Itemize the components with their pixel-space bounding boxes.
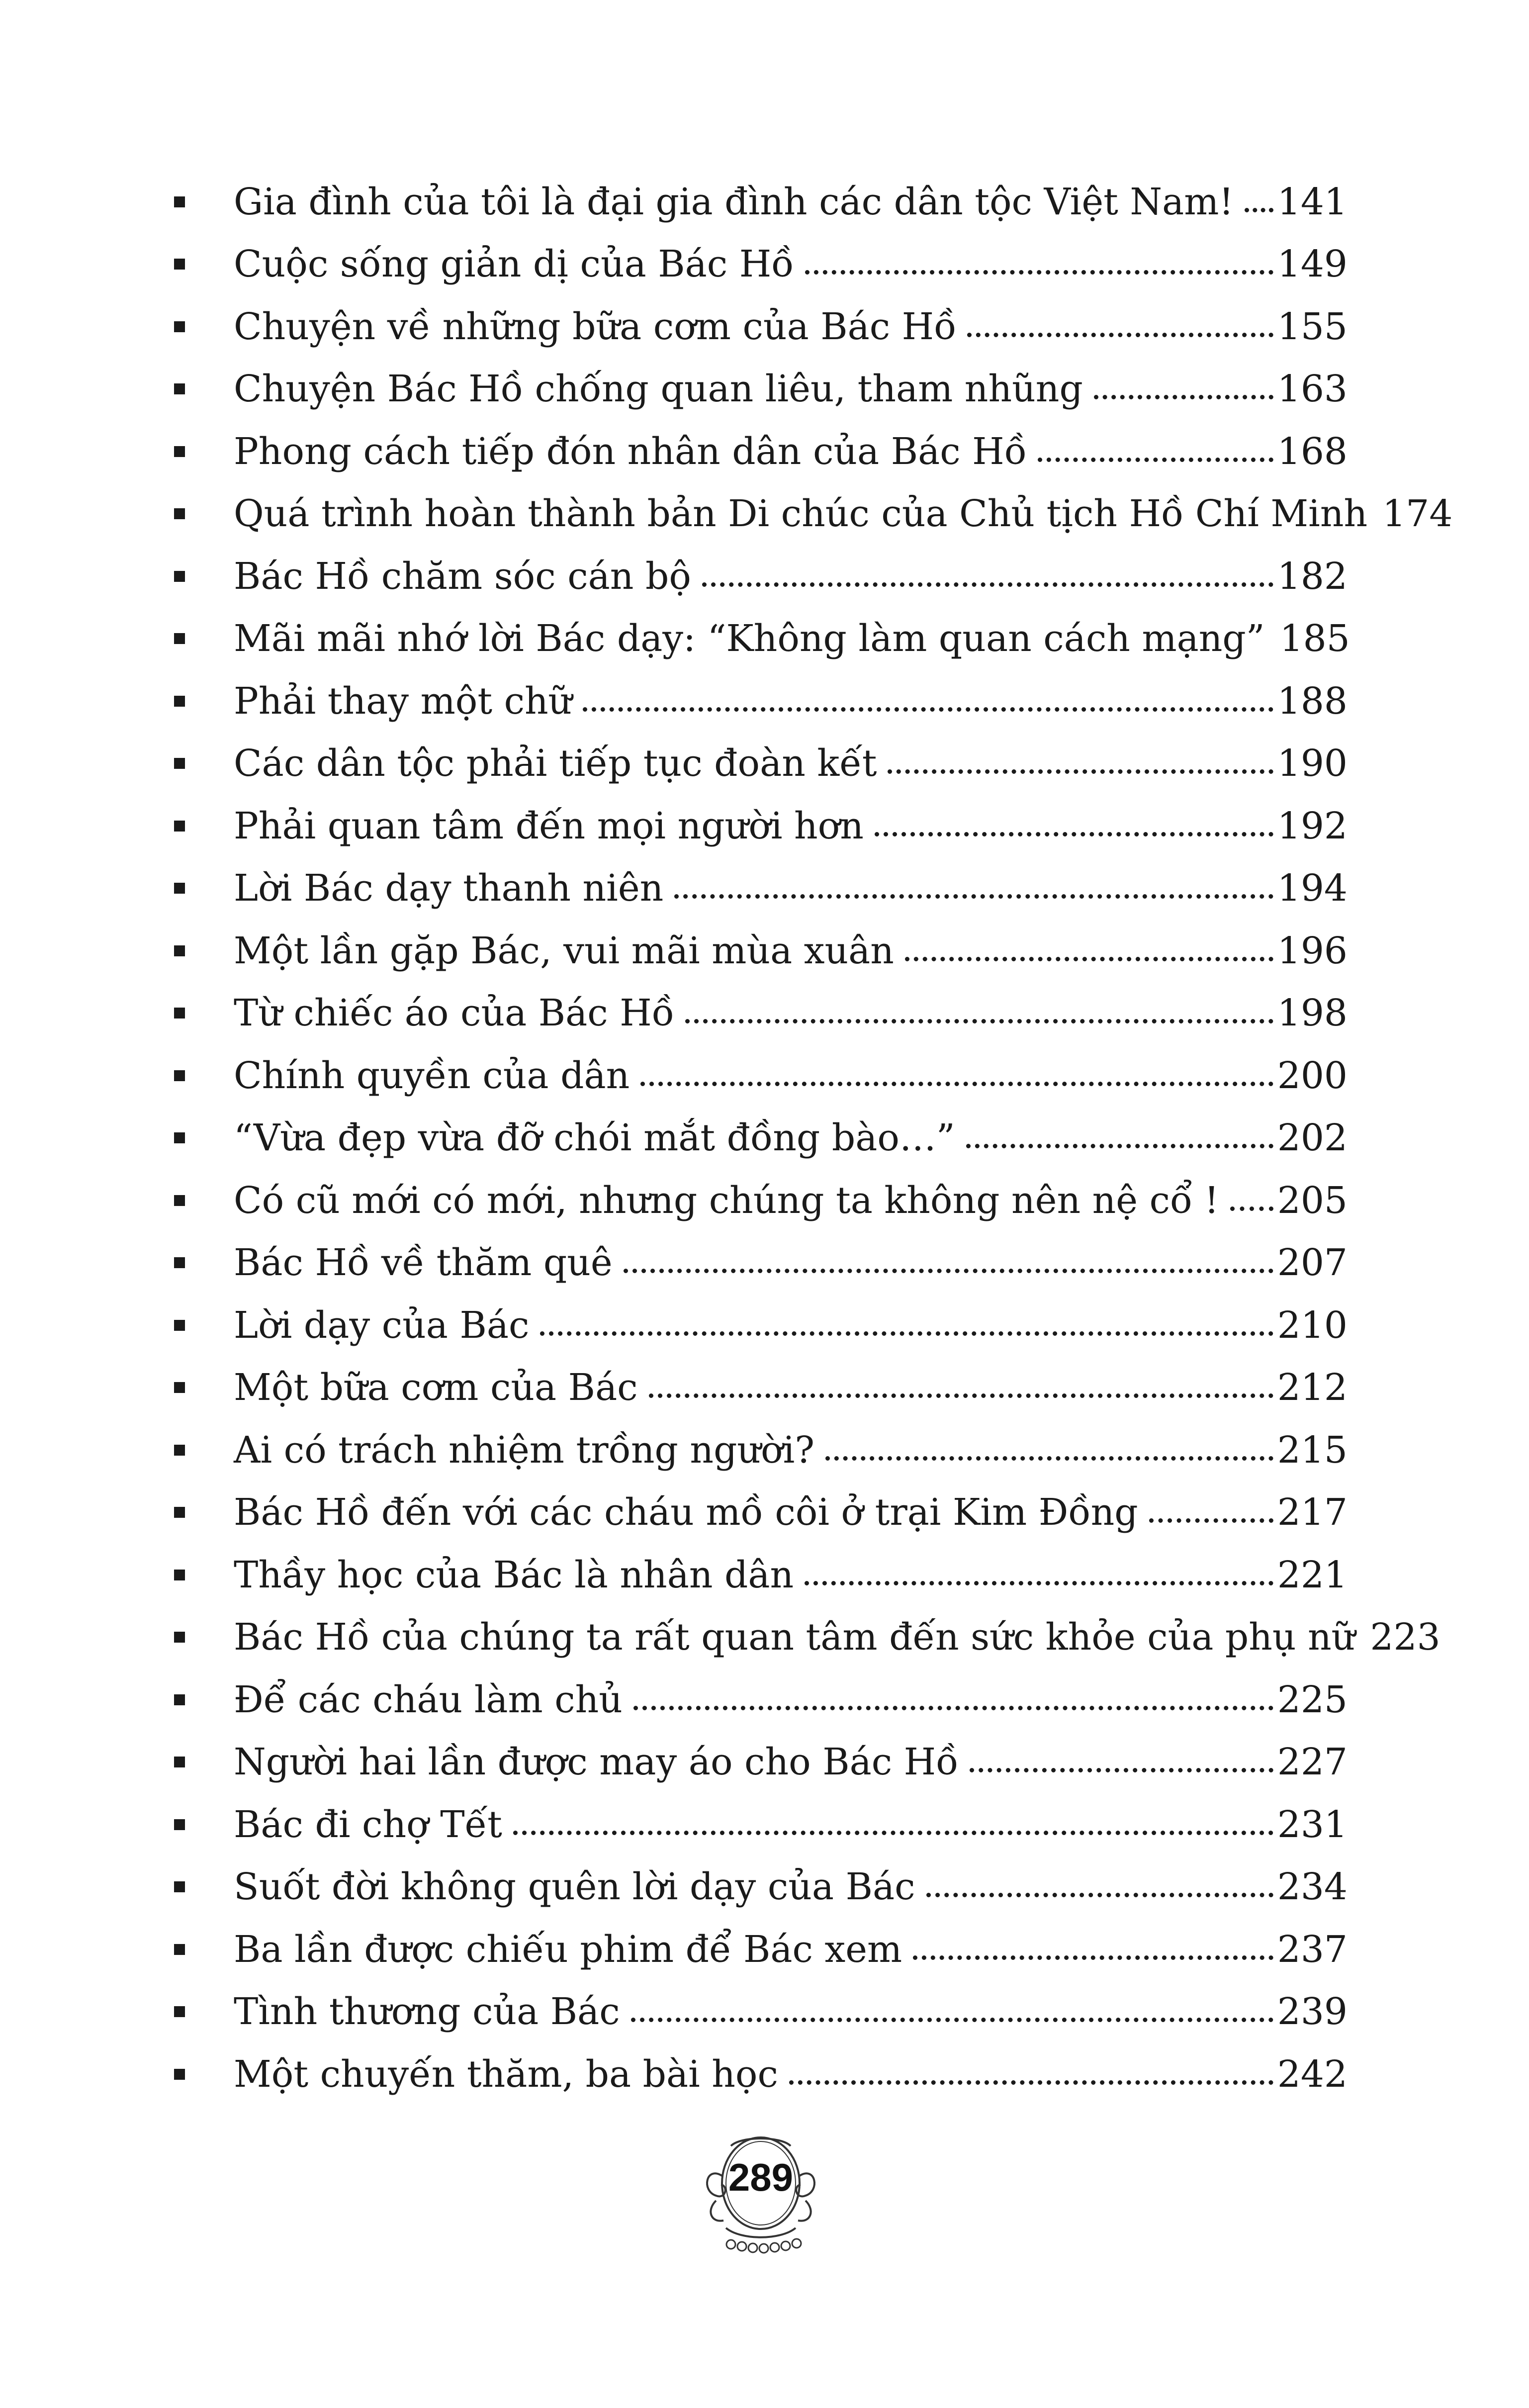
toc-entry-title: Thầy học của Bác là nhân dân — [234, 1553, 794, 1596]
bullet-icon — [174, 1257, 185, 1268]
toc-entry — [174, 920, 1348, 982]
toc-entry — [174, 1419, 1348, 1482]
toc-entry-page: 221 — [1277, 1553, 1348, 1596]
dot-leader — [583, 707, 1273, 712]
bullet-icon — [174, 321, 185, 332]
toc-entry-body — [234, 1803, 1348, 1846]
dot-leader — [805, 1581, 1273, 1585]
toc-entry — [174, 1668, 1348, 1731]
toc-entry-body — [234, 1179, 1348, 1222]
dot-leader — [913, 1955, 1273, 1960]
toc-entry-page: 217 — [1277, 1491, 1348, 1534]
bullet-icon — [174, 1632, 185, 1643]
toc-entry-body — [234, 305, 1348, 348]
toc-entry-title: Bác Hồ về thăm quê — [234, 1241, 613, 1285]
dot-leader — [789, 2080, 1273, 2085]
toc-entry-body — [234, 679, 1348, 723]
toc-entry-body — [234, 368, 1348, 411]
toc-entry-body — [234, 1741, 1348, 1784]
toc-entry — [174, 982, 1348, 1045]
toc-entry — [174, 1357, 1348, 1419]
bullet-icon — [174, 1008, 185, 1019]
dot-leader — [970, 1768, 1273, 1772]
bullet-icon — [174, 945, 185, 956]
toc-entry — [174, 1107, 1348, 1170]
toc-entry-page: 155 — [1277, 305, 1348, 348]
dot-leader — [967, 333, 1273, 337]
toc-entry-title: Cuộc sống giản dị của Bác Hồ — [234, 243, 794, 286]
bullet-icon — [174, 1132, 185, 1143]
toc-entry-title: Từ chiếc áo của Bác Hồ — [234, 992, 675, 1035]
bullet-icon — [174, 696, 185, 707]
toc-entry-body — [234, 1054, 1348, 1097]
toc-entry-page: 192 — [1277, 804, 1348, 847]
toc-entry-title: Bác đi chợ Tết — [234, 1803, 502, 1846]
toc-entry-page: 239 — [1277, 1990, 1348, 2034]
toc-entry-title: Một chuyến thăm, ba bài học — [234, 2052, 778, 2096]
toc-entry-body — [234, 243, 1348, 286]
toc-entry-page: 188 — [1277, 679, 1348, 723]
toc-entry-title: Các dân tộc phải tiếp tục đoàn kết — [234, 742, 877, 785]
toc-entry-body — [234, 555, 1348, 598]
toc-entry — [174, 358, 1348, 421]
toc-entry-title: Bác Hồ của chúng ta rất quan tâm đến sức khỏe của phụ nữ — [234, 1616, 1355, 1659]
toc-entry-page: 227 — [1277, 1741, 1348, 1784]
bullet-icon — [174, 1382, 185, 1393]
toc-entry-title: Chuyện Bác Hồ chống quan liêu, tham nhũng — [234, 368, 1083, 411]
toc-entry-page: 231 — [1277, 1803, 1348, 1846]
toc-entry-title: Chính quyền của dân — [234, 1054, 630, 1097]
dot-leader — [513, 1831, 1273, 1835]
toc-entry-title: Người hai lần được may áo cho Bác Hồ — [234, 1741, 959, 1784]
toc-entry-body — [234, 617, 1350, 660]
toc-entry-page: 163 — [1277, 368, 1348, 411]
dot-leader — [1230, 1206, 1273, 1211]
toc-entry-title: Chuyện về những bữa cơm của Bác Hồ — [234, 305, 957, 348]
dot-leader — [685, 1019, 1273, 1023]
toc-entry — [174, 1544, 1348, 1606]
dot-leader — [926, 1893, 1273, 1897]
toc-entry-body — [234, 1303, 1348, 1347]
toc-entry-body — [234, 1553, 1348, 1596]
bullet-icon — [174, 2006, 185, 2017]
table-of-contents — [174, 171, 1453, 2106]
bullet-icon — [174, 571, 185, 582]
dot-leader — [649, 1393, 1273, 1398]
dot-leader — [1149, 1518, 1273, 1523]
toc-entry-page: 174 — [1382, 492, 1453, 536]
toc-entry — [174, 1918, 1348, 1981]
toc-entry — [174, 1793, 1348, 1856]
toc-entry-body — [234, 430, 1348, 473]
toc-entry-body — [234, 867, 1348, 910]
toc-entry — [174, 420, 1348, 483]
bullet-icon — [174, 1507, 185, 1518]
toc-entry-title: Để các cháu làm chủ — [234, 1678, 623, 1721]
toc-entry-page: 234 — [1277, 1865, 1348, 1909]
bullet-icon — [174, 259, 185, 270]
toc-entry-page: 210 — [1277, 1303, 1348, 1347]
bullet-icon — [174, 446, 185, 457]
toc-entry-page: 242 — [1277, 2052, 1348, 2096]
toc-entry — [174, 857, 1348, 920]
toc-entry-title: Gia đình của tôi là đại gia đình các dân tộc Việt Nam! — [234, 180, 1234, 223]
toc-entry-page: 205 — [1277, 1179, 1348, 1222]
toc-entry-title: Quá trình hoàn thành bản Di chúc của Chủ tịch Hồ Chí Minh — [234, 492, 1368, 536]
toc-entry — [174, 733, 1348, 795]
toc-entry-page: 141 — [1277, 180, 1348, 223]
bullet-icon — [174, 1881, 185, 1892]
bullet-icon — [174, 1819, 185, 1830]
bullet-icon — [174, 2069, 185, 2080]
page-number-badge — [686, 2116, 835, 2270]
bullet-icon — [174, 1944, 185, 1955]
toc-entry-title: “Vừa đẹp vừa đỡ chói mắt đồng bào…” — [234, 1116, 955, 1160]
bullet-icon — [174, 383, 185, 394]
toc-entry-page: 237 — [1277, 1928, 1348, 1971]
dot-leader — [966, 1144, 1273, 1148]
toc-entry-title: Phải quan tâm đến mọi người hơn — [234, 804, 864, 847]
toc-entry-title: Lời dạy của Bác — [234, 1303, 530, 1347]
toc-entry-title: Ai có trách nhiệm trồng người? — [234, 1428, 814, 1472]
toc-entry-title: Có cũ mới có mới, nhưng chúng ta không nên nệ cổ ! — [234, 1179, 1219, 1222]
toc-entry — [174, 1232, 1348, 1295]
toc-entry-page: 200 — [1277, 1054, 1348, 1097]
toc-entry — [174, 545, 1348, 608]
bullet-icon — [174, 508, 185, 519]
toc-entry-body — [234, 2052, 1348, 2096]
toc-entry-page: 202 — [1277, 1116, 1348, 1160]
bullet-icon — [174, 1694, 185, 1705]
toc-entry-title: Một lần gặp Bác, vui mãi mùa xuân — [234, 929, 894, 972]
dot-leader — [1038, 458, 1273, 462]
bullet-icon — [174, 633, 185, 644]
dot-leader — [624, 1269, 1273, 1273]
toc-entry — [174, 608, 1348, 670]
toc-entry-page: 168 — [1277, 430, 1348, 473]
toc-entry-page: 196 — [1277, 929, 1348, 972]
bullet-icon — [174, 1757, 185, 1767]
bullet-icon — [174, 1570, 185, 1580]
toc-entry-body — [234, 1678, 1348, 1721]
dot-leader — [674, 894, 1273, 899]
toc-entry-page: 223 — [1370, 1616, 1440, 1659]
toc-entry-page: 194 — [1277, 867, 1348, 910]
toc-entry-body — [234, 492, 1453, 536]
bullet-icon — [174, 821, 185, 832]
toc-entry-body — [234, 1616, 1440, 1659]
toc-entry-page: 212 — [1277, 1366, 1348, 1409]
toc-entry-page: 190 — [1277, 742, 1348, 785]
toc-entry-body — [234, 992, 1348, 1035]
toc-entry-page: 149 — [1277, 243, 1348, 286]
toc-entry — [174, 670, 1348, 733]
toc-entry — [174, 2043, 1348, 2106]
toc-entry-body — [234, 1990, 1348, 2034]
toc-entry-title: Phong cách tiếp đón nhân dân của Bác Hồ — [234, 430, 1027, 473]
dot-leader — [1094, 395, 1273, 399]
bullet-icon — [174, 758, 185, 769]
bullet-icon — [174, 883, 185, 894]
toc-entry-title: Một bữa cơm của Bác — [234, 1366, 638, 1409]
dot-leader — [540, 1331, 1273, 1336]
toc-entry-body — [234, 1241, 1348, 1285]
toc-entry — [174, 1981, 1348, 2043]
toc-entry — [174, 1731, 1348, 1794]
dot-leader — [905, 957, 1273, 961]
bullet-icon — [174, 1195, 185, 1206]
dot-leader — [888, 769, 1273, 774]
toc-entry-title: Bác Hồ đến với các cháu mồ côi ở trại Kim Đồng — [234, 1491, 1138, 1534]
toc-entry — [174, 1044, 1348, 1107]
toc-entry-body — [234, 180, 1348, 223]
dot-leader — [875, 832, 1273, 836]
toc-entry-page: 215 — [1277, 1428, 1348, 1472]
toc-entry — [174, 1606, 1440, 1669]
toc-entry-body — [234, 929, 1348, 972]
dot-leader — [805, 270, 1273, 275]
toc-entry-body — [234, 1928, 1348, 1971]
toc-entry-page: 182 — [1277, 555, 1348, 598]
toc-entry-body — [234, 1865, 1348, 1909]
page-number: 289 — [728, 2155, 794, 2199]
toc-entry-body — [234, 804, 1348, 847]
toc-entry-page: 207 — [1277, 1241, 1348, 1285]
toc-entry — [174, 1294, 1348, 1357]
toc-entry-title: Ba lần được chiếu phim để Bác xem — [234, 1928, 902, 1971]
toc-entry — [174, 483, 1453, 546]
toc-entry-page: 225 — [1277, 1678, 1348, 1721]
toc-entry-page: 198 — [1277, 992, 1348, 1035]
dot-leader — [702, 582, 1273, 587]
toc-entry — [174, 795, 1348, 857]
toc-entry-title: Bác Hồ chăm sóc cán bộ — [234, 555, 691, 598]
bullet-icon — [174, 196, 185, 207]
toc-entry-body — [234, 742, 1348, 785]
toc-entry-title: Phải thay một chữ — [234, 679, 572, 723]
toc-entry-body — [234, 1366, 1348, 1409]
toc-entry-page: 185 — [1279, 617, 1350, 660]
toc-entry-body — [234, 1491, 1348, 1534]
toc-entry — [174, 1856, 1348, 1919]
toc-entry — [174, 233, 1348, 296]
toc-entry-title: Lời Bác dạy thanh niên — [234, 867, 664, 910]
toc-entry-title: Mãi mãi nhớ lời Bác dạy: “Không làm quan cách mạng” — [234, 617, 1265, 660]
dot-leader — [1245, 208, 1273, 212]
toc-entry — [174, 1482, 1348, 1544]
toc-entry-title: Tình thương của Bác — [234, 1990, 620, 2034]
dot-leader — [633, 1706, 1273, 1710]
toc-entry — [174, 295, 1348, 358]
toc-entry-body — [234, 1116, 1348, 1160]
bullet-icon — [174, 1070, 185, 1081]
toc-entry-title: Suốt đời không quên lời dạy của Bác — [234, 1865, 915, 1909]
toc-entry — [174, 171, 1348, 233]
bullet-icon — [174, 1445, 185, 1456]
dot-leader — [640, 1082, 1273, 1086]
bullet-icon — [174, 1320, 185, 1331]
dot-leader — [631, 2018, 1273, 2022]
toc-entry — [174, 1169, 1348, 1232]
dot-leader — [825, 1456, 1273, 1461]
toc-entry-body — [234, 1428, 1348, 1472]
